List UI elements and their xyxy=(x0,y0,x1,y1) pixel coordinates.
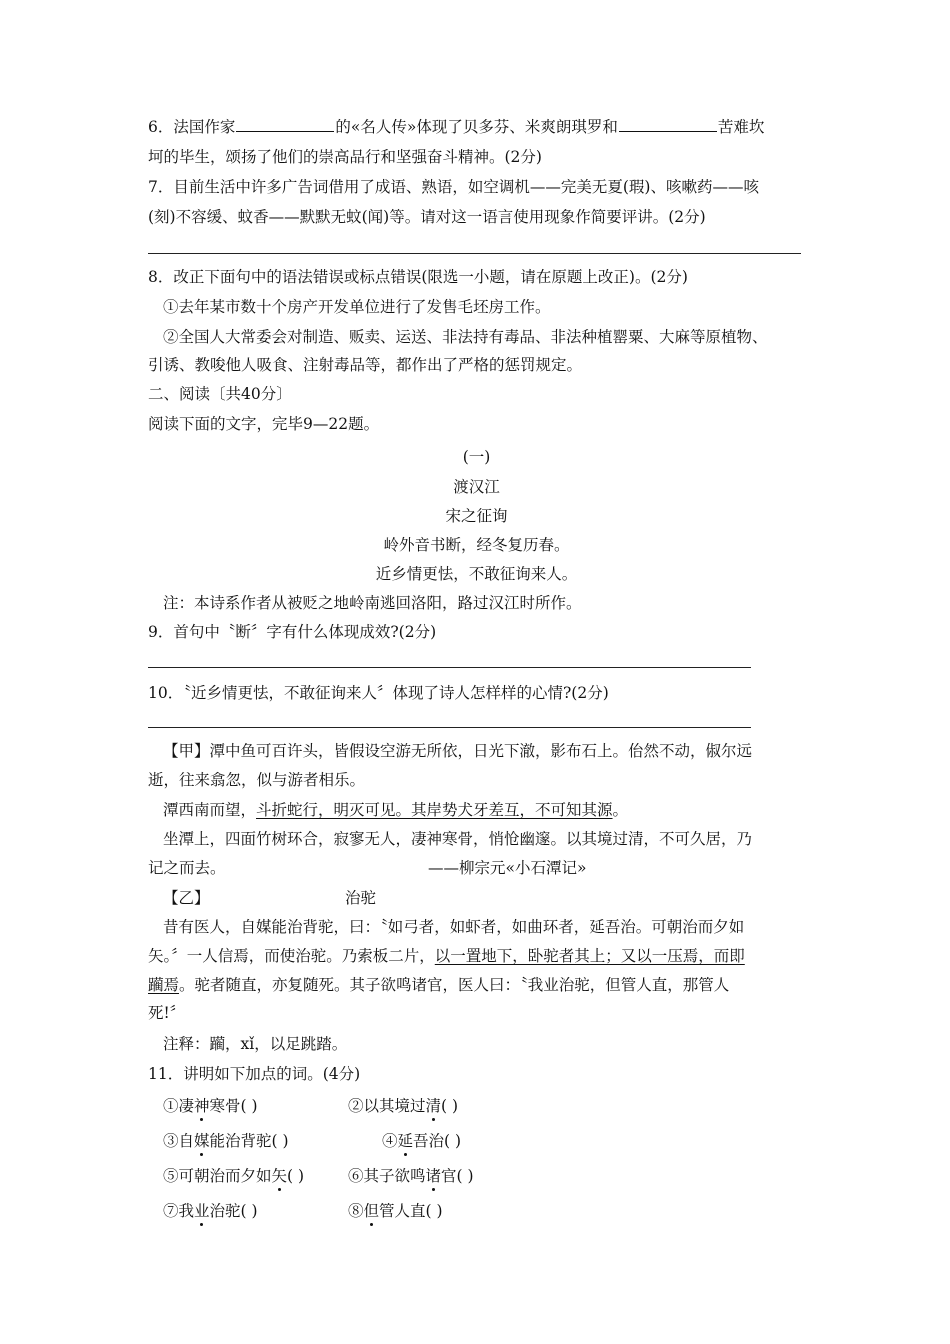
q11-item-7 xyxy=(163,1201,258,1221)
passage-yi-line-3 xyxy=(148,975,729,995)
answer-line-q7[interactable] xyxy=(148,253,801,254)
answer-line-q9[interactable] xyxy=(148,667,751,668)
passage-jia-p1-line-2: 逝，往来翕忽，似与游者相乐。 xyxy=(148,771,366,789)
q11-item-4-dotted-word: 延 xyxy=(397,1132,414,1150)
q11-item-4 xyxy=(382,1131,461,1151)
q6-text-post: 苦难坎 xyxy=(717,118,765,136)
section-2-title: 二、阅读〔共40分〕 xyxy=(148,385,292,403)
passage-yi-title: 治驼 xyxy=(345,889,377,907)
q11-item-5-dotted-word: 矢 xyxy=(271,1167,288,1185)
q11-item-2-answer[interactable]: ( ) xyxy=(441,1097,459,1115)
passage-yi-note: 注释：躏，xǐ，以足跳踏。 xyxy=(163,1035,348,1053)
q11-item-6-dotted-word: 诸 xyxy=(425,1167,442,1185)
question-8-sentence-1: ①去年某市数十个房产开发单位进行了发售毛坯房工作。 xyxy=(163,298,551,316)
question-7-line-1: 7．目前生活中许多广告词借用了成语、熟语，如空调机——完美无夏(瑕)、咳嗽药——咳 xyxy=(148,178,759,196)
q11-item-7-answer[interactable]: 治驼( ) xyxy=(209,1202,258,1220)
q11-item-8-answer[interactable]: 管人直( ) xyxy=(379,1202,443,1220)
q11-item-6-pre: ⑥其子欲鸣 xyxy=(348,1167,426,1185)
question-7-line-2: (刻)不容缓、蚊香——默默无蚊(闻)等。请对这一语言使用现象作简要评讲。(2分) xyxy=(148,208,706,226)
q11-item-6 xyxy=(348,1166,474,1186)
q11-item-1-dotted-word: 神 xyxy=(194,1097,210,1115)
q11-item-7-dotted-word: 业 xyxy=(194,1202,210,1220)
poem-note: 注：本诗系作者从被贬之地岭南逃回洛阳，路过汉江时所作。 xyxy=(163,594,582,612)
poem-line-2: 近乡情更怯，不敢征询来人。 xyxy=(375,565,578,583)
passage-jia-p2-pre: 潭西南而望， xyxy=(163,801,257,819)
q11-item-8 xyxy=(348,1201,443,1221)
q11-item-5-answer[interactable]: ( ) xyxy=(287,1167,305,1185)
poem-number: (一) xyxy=(462,448,491,466)
q11-item-8-pre: ⑧ xyxy=(348,1202,364,1220)
poem-author: 宋之征询 xyxy=(445,507,508,525)
passage-yi-line-2-pre: 矢。〞一人信焉，而使治驼。乃索板二片， xyxy=(148,947,435,965)
answer-line-q10[interactable] xyxy=(148,727,751,728)
question-11-title: 11．讲明如下加点的词。(4分) xyxy=(148,1065,361,1083)
poem-line-1: 岭外音书断，经冬复历春。 xyxy=(383,536,570,554)
q11-item-4-answer[interactable]: 吾治( ) xyxy=(413,1132,462,1150)
passage-jia-p2 xyxy=(163,800,628,820)
passage-jia-source: ——柳宗元«小石潭记» xyxy=(428,859,587,877)
passage-yi-line-2-underlined: 以一置地下，卧驼者其上；又以一压焉，而即 xyxy=(434,947,745,965)
q11-item-1 xyxy=(163,1096,258,1116)
question-8-sentence-2a: ②全国人大常委会对制造、贩卖、运送、非法持有毒品、非法种植罂粟、大麻等原植物、 xyxy=(163,328,768,346)
passage-yi-line-1: 昔有医人，自媒能治背驼，曰：〝如弓者，如虾者，如曲环者，延吾治。可朝治而夕如 xyxy=(163,918,745,936)
q11-item-8-dotted-word: 但 xyxy=(363,1202,380,1220)
q11-item-1-answer[interactable]: 寒骨( ) xyxy=(209,1097,258,1115)
q11-item-2-pre: ②以其境过 xyxy=(348,1097,426,1115)
poem-title: 渡汉江 xyxy=(453,478,500,496)
q11-item-2-dotted-word: 清 xyxy=(425,1097,442,1115)
q11-item-2 xyxy=(348,1096,458,1116)
q11-item-3-answer[interactable]: 能治背驼( ) xyxy=(209,1132,289,1150)
q11-item-3-pre: ③自 xyxy=(163,1132,195,1150)
section-2-intro: 阅读下面的文字，完毕9—22题。 xyxy=(148,415,380,433)
question-8-sentence-2b: 引诱、教唆他人吸食、注射毒品等，都作出了严格的惩罚规定。 xyxy=(148,356,583,374)
q11-item-7-pre: ⑦我 xyxy=(163,1202,195,1220)
passage-jia-p3-line-1: 坐潭上，四面竹树环合，寂寥无人，凄神寒骨，悄怆幽邃。以其境过清，不可久居，乃 xyxy=(163,830,753,848)
passage-yi-line-3-post: 。驼者随直，亦复随死。其子欲鸣诸官，医人曰：〝我业治驼，但管人直，那管人 xyxy=(179,976,730,994)
answer-blank-2[interactable] xyxy=(619,117,717,132)
question-6-line-1 xyxy=(148,117,764,137)
q6-text-pre: 6．法国作家 xyxy=(148,118,236,136)
q11-item-6-answer[interactable]: 官( ) xyxy=(441,1167,474,1185)
q11-item-5-pre: ⑤可朝治而夕如 xyxy=(163,1167,272,1185)
passage-jia-p1-line-1: 【甲】潭中鱼可百许头，皆假设空游无所依，日光下澈，影布石上。佁然不动，俶尔远 xyxy=(163,742,753,760)
passage-jia-p2-underlined: 斗折蛇行，明灭可见。其岸势犬牙差互，不可知其源 xyxy=(256,801,613,819)
question-10: 10．〝近乡情更怯，不敢征询来人〞体现了诗人怎样样的心情?(2分) xyxy=(148,684,609,702)
passage-yi-line-2 xyxy=(148,946,745,966)
q11-item-1-pre: ①凄 xyxy=(163,1097,195,1115)
answer-blank-1[interactable] xyxy=(236,117,334,132)
q6-text-mid: 的«名人传»体现了贝多芬、米爽朗琪罗和 xyxy=(335,118,618,136)
passage-yi-line-4: 死!〞 xyxy=(148,1004,186,1022)
question-8-line-1: 8．改正下面句中的语法错误或标点错误(限选一小题，请在原题上改正)。(2分) xyxy=(148,268,688,286)
q11-item-3 xyxy=(163,1131,289,1151)
q11-item-5 xyxy=(163,1166,304,1186)
q11-item-4-pre: ④ xyxy=(382,1132,398,1150)
passage-yi-label: 【乙】 xyxy=(163,889,210,907)
question-6-line-2: 坷的毕生，颂扬了他们的崇高品行和坚强奋斗精神。(2分) xyxy=(148,148,542,166)
passage-yi-line-3-underlined: 躏焉 xyxy=(148,976,180,994)
passage-jia-p2-post: 。 xyxy=(612,801,629,819)
passage-jia-p3-line-2: 记之而去。 xyxy=(148,859,226,877)
q11-item-3-dotted-word: 媒 xyxy=(194,1132,210,1150)
question-9: 9．首句中〝断〞字有什么体现成效?(2分) xyxy=(148,623,437,641)
